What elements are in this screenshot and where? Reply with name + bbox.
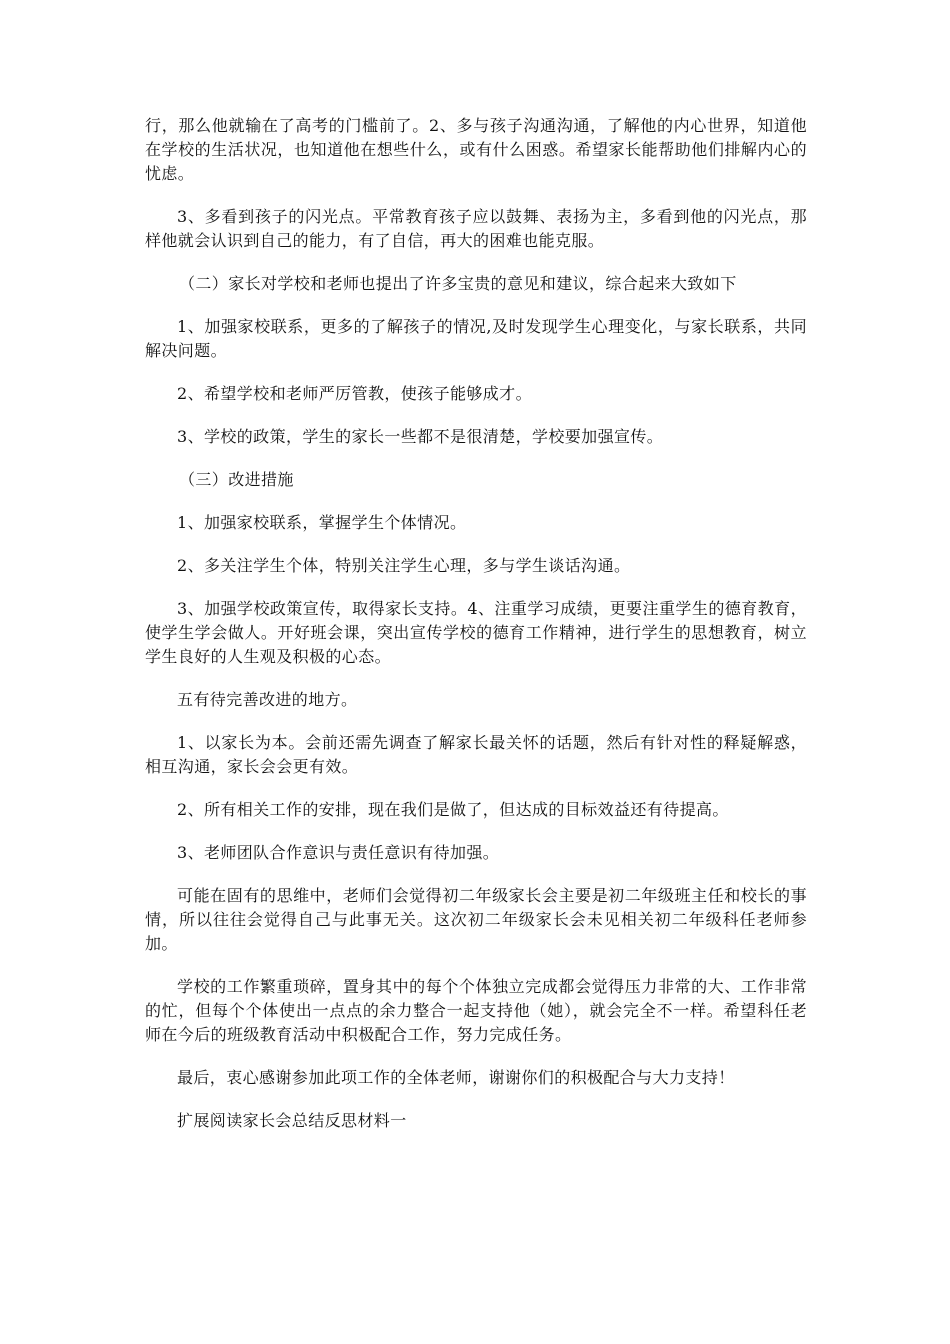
paragraph: 1、加强家校联系，更多的了解孩子的情况,及时发现学生心理变化，与家长联系，共同解决问题。 bbox=[145, 317, 807, 360]
paragraph: 最后，衷心感谢参加此项工作的全体老师，谢谢你们的积极配合与大力支持！ bbox=[177, 1068, 735, 1087]
paragraph: 2、所有相关工作的安排，现在我们是做了，但达成的目标效益还有待提高。 bbox=[177, 800, 729, 819]
document-body bbox=[145, 114, 807, 1152]
paragraph: 3、多看到孩子的闪光点。平常教育孩子应以鼓舞、表扬为主，多看到他的闪光点，那样他就会认识到自己的能力，有了自信，再大的困难也能克服。 bbox=[145, 207, 807, 250]
paragraph: 2、多关注学生个体，特别关注学生心理，多与学生谈话沟通。 bbox=[177, 556, 631, 575]
section-heading: 五有待完善改进的地方。 bbox=[177, 690, 358, 709]
section-heading: （三）改进措施 bbox=[179, 470, 294, 489]
paragraph: 扩展阅读家长会总结反思材料一 bbox=[177, 1111, 407, 1130]
paragraph: 可能在固有的思维中，老师们会觉得初二年级家长会主要是初二年级班主任和校长的事情，所以往往会觉得自己与此事无关。这次初二年级家长会未见相关初二年级科任老师参加。 bbox=[145, 886, 807, 953]
paragraph: 2、希望学校和老师严厉管教，使孩子能够成才。 bbox=[177, 384, 532, 403]
section-heading: （二）家长对学校和老师也提出了许多宝贵的意见和建议，综合起来大致如下 bbox=[179, 274, 737, 293]
paragraph: 1、以家长为本。会前还需先调查了解家长最关怀的话题，然后有针对性的释疑解惑，相互沟通，家长会会更有效。 bbox=[145, 733, 807, 776]
paragraph: 3、加强学校政策宣传，取得家长支持。4、注重学习成绩，更要注重学生的德育教育，使学生学会做人。开好班会课，突出宣传学校的德育工作精神，进行学生的思想教育，树立学生良好的人生观及积极的心态。 bbox=[145, 599, 807, 666]
paragraph: 1、加强家校联系，掌握学生个体情况。 bbox=[177, 513, 467, 532]
paragraph: 3、学校的政策，学生的家长一些都不是很清楚，学校要加强宣传。 bbox=[177, 427, 664, 446]
paragraph: 行，那么他就输在了高考的门槛前了。2、多与孩子沟通沟通，了解他的内心世界，知道他在学校的生活状况，也知道他在想些什么，或有什么困惑。希望家长能帮助他们排解内心的忧虑。 bbox=[145, 116, 807, 183]
paragraph: 3、老师团队合作意识与责任意识有待加强。 bbox=[177, 843, 500, 862]
paragraph: 学校的工作繁重琐碎，置身其中的每个个体独立完成都会觉得压力非常的大、工作非常的忙，但每个个体使出一点点的余力整合一起支持他（她），就会完全不一样。希望科任老师在今后的班级教育活动中积极配合工作，努力完成任务。 bbox=[145, 977, 807, 1044]
